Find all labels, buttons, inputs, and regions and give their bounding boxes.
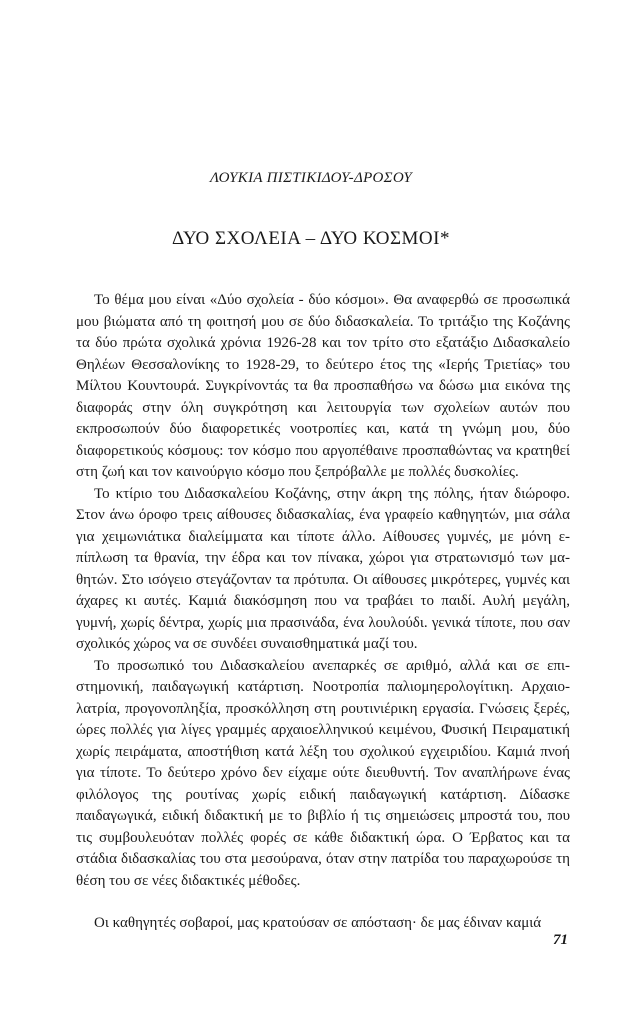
body-paragraph-1: Το θέμα μου είναι «Δύο σχολεία - δύο κόσμοι». Θα αναφερθώ σε προσωπικά μου βιώματα από τη φοιτησή μου σε δύο διδασκαλεία. Το τριτάξιο της Κοζάνης τα δύο πρώτα σχολικά χρόνια 1926-28 και τον τρίτο στο εξατάξιο Διδασκαλείο Θηλέων Θεσσαλονίκης το 1928-29, το δεύτερο έτος της «Ιερής Τριετίας» του Μίλτου Κουντουρά. Συγκρίνοντάς τα θα προσπαθήσω να δώσω μια εικόνα της διαφοράς στην όλη συγκρότηση και λειτουργία των σχολείων αυτών που εκπροσωπούν δύο διαφορετικές νοοτροπίες και, κατά τη γνώμη μου, δύο διαφορετικούς κόσμους: τον κόσμο που αργοπέθαινε προσπαθώντας να κρατηθεί στη ζωή και τον καινούργιο κόσμο που ξεπρόβαλλε με πολλές δυσκολίες. [76,292,570,480]
article-body [76,290,570,935]
body-paragraph-4: Οι καθηγητές σοβαροί, μας κρατούσαν σε απόσταση· δε μας έδιναν καμιά [94,915,542,931]
body-paragraph-3: Το προσωπικό του Διδασκαλείου ανεπαρκές σε αριθμό, αλλά και σε επιστημονική, παιδαγωγική κατάρτιση. Νοοτροπία παλιομηερολογίτικη. Αρχαιολατρία, προγονοπληξία, προσκόλληση στη ρουτινιέρικη εργασία. Γνώσεις ξερές, ώρες πολλές για λίγες γραμμές αρχαιοελληνικού κειμένου, Φυσική Πειραματική χωρίς πειράματα, αποστήθιση κατά λέξη του σχολικού εγχειριδίου. Καμιά πνοή για τίποτε. Το δεύτερο χρόνο δεν είχαμε ούτε διευθυντή. Τον αναπλήρωνε ένας φιλόλογος της ρουτίνας χωρίς ειδική παιδαγωγική κατάρτιση. Δίδασκε παιδαγωγικά, ειδική διδακτική με το βιβλίο ή τις σημειώσεις μπροστά του, που τις συμβουλευόταν πολλές φορές σε κάθε διδακτική ώρα. Ο Έρβατος και τα στάδια διδασκαλίας του στα μεσούρανα, όταν στην πατρίδα του παραχωρούσε τη θέση του σε νέες διδακτικές μέθοδες. [76,657,570,889]
article-title: ΔΥΟ ΣΧΟΛΕΙΑ – ΔΥΟ ΚΟΣΜΟΙ* [172,228,450,249]
body-paragraph-2: Το κτίριο του Διδασκαλείου Κοζάνης, στην άκρη της πόλης, ήταν διώροφο. Στον άνω όροφο τρεις αίθουσες διδασκαλίας, ένα γραφείο καθηγητών, μια σάλα για χειμωνιάτικα διαλείμματα και τίποτε άλλο. Αίθουσες γυμνές, με μόνη επίπλωση τα θρανία, την έδρα και τον πίνακα, χώροι για στρατωνισμό των μαθητών. Στο ισόγειο στεγάζονταν τα πρότυπα. Οι αίθουσες μικρότερες, γυμνές και άχαρες κι αυτές. Καμιά διακόσμηση που να τραβάει το παιδί. Αυλή μεγάλη, γυμνή, χωρίς δέντρα, χωρίς μια πρασινάδα, ένα λουλούδι. γενικά τίποτε, που σαν σχολικός χώρος να σε συνδέει συναισθηματικά μαζί του. [76,485,570,652]
author-name: ΛΟΥΚΙΑ ΠΙΣΤΙΚΙΔΟΥ-ΔΡΟΣΟΥ [209,170,413,186]
page-number: 71 [553,932,568,948]
